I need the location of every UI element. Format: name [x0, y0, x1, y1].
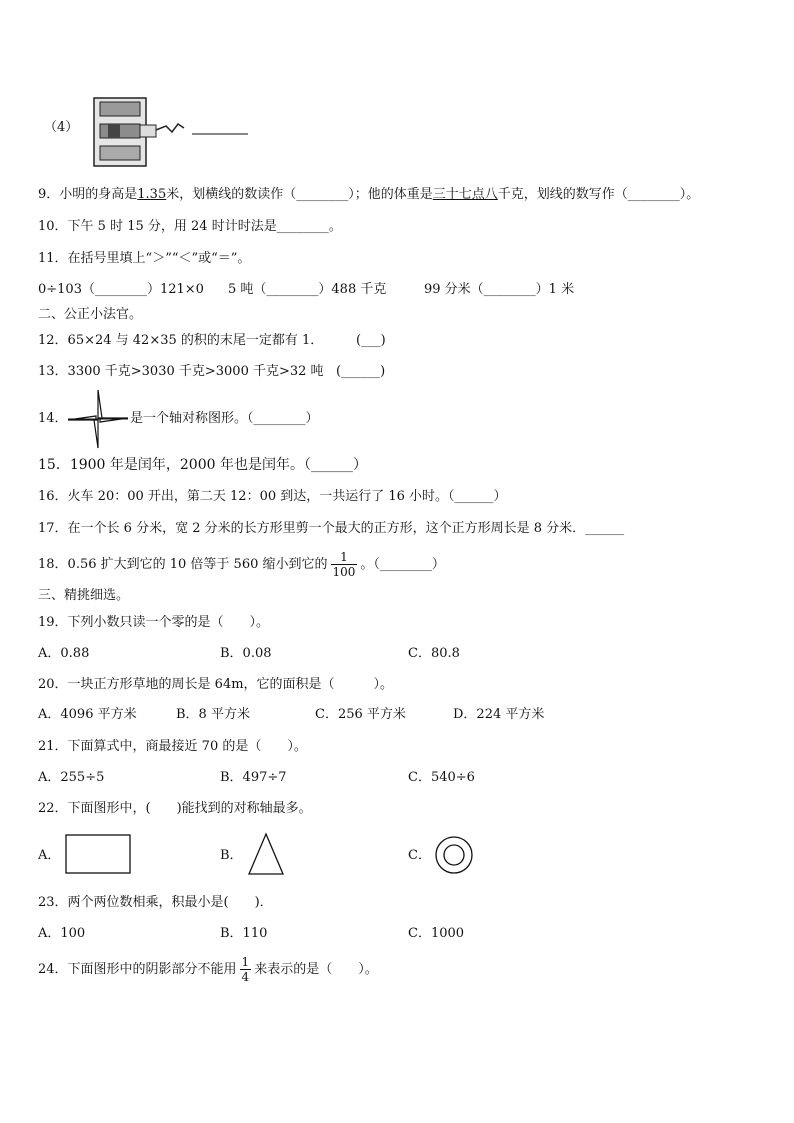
q22-triangle-figure	[247, 832, 285, 876]
q21-option-b[interactable]: B．497÷7	[220, 770, 287, 785]
q24-fraction-numerator: 1	[241, 955, 250, 969]
q11-item-b: 5 吨（________）488 千克	[228, 282, 387, 297]
q9-underlined-words: 三十七点八	[432, 187, 498, 202]
q9-text-b: 米，划横线的数读作（________）；他的体重是	[166, 187, 433, 202]
q9-text-c: 千克，划线的数写作（________）。	[497, 187, 700, 202]
q22-line: 22．下面图形中，( )能找到的对称轴最多。	[38, 801, 312, 816]
q9-line	[38, 185, 699, 205]
q23-line: 23．两个两位数相乘，积最小是( )．	[38, 895, 273, 910]
q22-option-b[interactable]: B．	[220, 848, 243, 863]
q9-text-a: 9．小明的身高是	[38, 187, 138, 202]
q21-line: 21．下面算式中，商最接近 70 的是（ ）。	[38, 739, 307, 754]
q23-option-c[interactable]: C．1000	[408, 926, 465, 941]
q24-line	[38, 955, 378, 985]
q9-underlined-number: 1.35	[137, 187, 167, 202]
q11-line: 11．在括号里填上“＞”“＜”或“＝”。	[38, 251, 251, 266]
q23-option-b[interactable]: B．110	[220, 926, 268, 941]
q24-fraction	[240, 955, 252, 984]
q22-option-a[interactable]: A．	[38, 848, 61, 863]
q24-text-b: 来表示的是（ ）。	[254, 962, 378, 977]
q13-text: 13．3300 千克>3030 千克>3000 千克>32 吨	[38, 364, 324, 379]
q24-text-a: 24．下面图形中的阴影部分不能用	[38, 962, 237, 977]
q15-line: 15．1900 年是闰年，2000 年也是闰年。（______）	[38, 457, 367, 473]
q22-rectangle-figure	[65, 834, 131, 874]
q21-option-c[interactable]: C．540÷6	[408, 770, 475, 785]
q19-option-b[interactable]: B．0.08	[220, 646, 272, 661]
q10-line: 10．下午 5 时 15 分，用 24 时计时法是________。	[38, 219, 342, 234]
q11-item-a: 0÷103（________）121×0	[38, 282, 204, 297]
q8-battery-figure	[92, 96, 252, 170]
section-2-title: 二、公正小法官。	[38, 307, 143, 322]
q19-option-c[interactable]: C．80.8	[408, 646, 460, 661]
q12-text: 12．65×24 与 42×35 的积的末尾一定都有 1．	[38, 333, 324, 348]
q20-option-c[interactable]: C．256 平方米	[315, 707, 406, 722]
q20-option-b[interactable]: B．8 平方米	[176, 707, 250, 722]
q18-line	[38, 550, 445, 580]
q16-line: 16．火车 20：00 开出，第二天 12：00 到达，一共运行了 16 小时。（______）	[38, 489, 507, 504]
q22-option-c[interactable]: C．	[408, 848, 431, 863]
q12-blank: (___)	[356, 333, 386, 348]
q11-item-c: 99 分米（________）1 米	[424, 282, 575, 297]
q8-part4-label: （4）	[44, 120, 79, 135]
q13-blank: (______)	[336, 364, 386, 379]
q18-text-a: 18．0.56 扩大到它的 10 倍等于 560 缩小到它的	[38, 557, 328, 572]
q19-line: 19．下列小数只读一个零的是（ ）。	[38, 615, 270, 630]
q19-option-a[interactable]: A．0.88	[38, 646, 90, 661]
q24-fraction-denominator: 4	[241, 970, 250, 984]
q20-option-d[interactable]: D．224 平方米	[453, 707, 545, 722]
q18-text-b: 。（________）	[360, 557, 445, 572]
q20-line: 20．一块正方形草地的周长是 64m，它的面积是（ ）。	[38, 677, 394, 692]
section-3-title: 三、精挑细选。	[38, 588, 130, 603]
q14-pinwheel-figure	[66, 388, 130, 450]
q18-fraction-numerator: 1	[331, 550, 358, 565]
q14-text: 是一个轴对称图形。（________）	[130, 411, 319, 426]
q18-fraction-denominator: 100	[332, 565, 356, 579]
q21-option-a[interactable]: A．255÷5	[38, 770, 105, 785]
q18-fraction	[331, 550, 358, 579]
q20-option-a[interactable]: A．4096 平方米	[38, 707, 137, 722]
q17-line: 17．在一个长 6 分米，宽 2 分米的长方形里剪一个最大的正方形，这个正方形周长是 8 分米．______	[38, 521, 625, 536]
q22-concentric-circles-figure	[434, 835, 474, 875]
q23-option-a[interactable]: A．100	[38, 926, 86, 941]
q14-number: 14．	[38, 411, 68, 426]
